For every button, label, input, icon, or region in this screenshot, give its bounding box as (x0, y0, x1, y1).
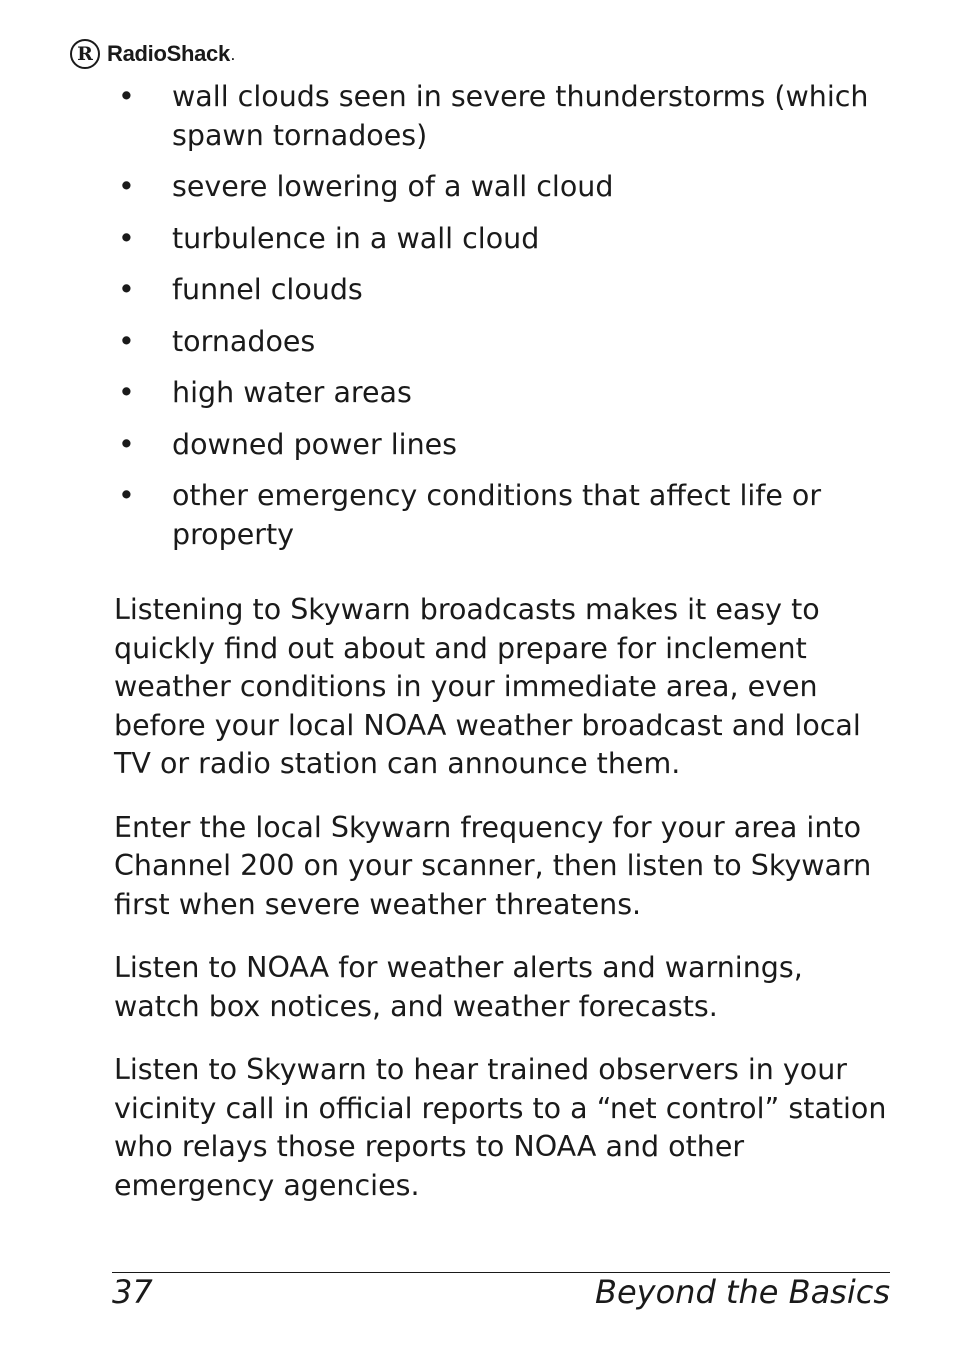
page-footer (112, 1272, 890, 1311)
list-item (114, 477, 894, 554)
bullet-icon: • (118, 427, 135, 461)
paragraph: Enter the local Skywarn frequency for your area into Channel 200 on your scanner, then listen to Skywarn first when severe weather threatens. (114, 810, 872, 921)
list-item (114, 374, 894, 413)
list-item-text: severe lowering of a wall cloud (172, 170, 614, 203)
brand-suffix: . (230, 52, 235, 63)
bullet-list (114, 78, 894, 554)
paragraph: Listening to Skywarn broadcasts makes it easy to quickly find out about and prepare for inclement weather conditions in your immediate area, even before your local NOAA weather broadcast and local TV or radio station can announce them. (114, 593, 861, 780)
list-item (114, 323, 894, 362)
bullet-icon: • (118, 376, 135, 409)
list-item (114, 271, 894, 310)
bullet-icon: • (118, 479, 135, 512)
list-item (114, 78, 894, 155)
list-item-text: turbulence in a wall cloud (172, 221, 540, 255)
list-item-text: funnel clouds (172, 273, 363, 306)
registered-mark-icon: R (70, 39, 100, 69)
page-body (114, 78, 894, 1230)
bullet-icon: • (118, 324, 135, 358)
list-item (114, 426, 894, 465)
bullet-icon: • (118, 273, 135, 306)
list-item-text: other emergency conditions that affect life or property (172, 479, 822, 551)
brand-name: RadioShack (107, 41, 230, 66)
list-item-text: downed power lines (172, 427, 458, 461)
bullet-icon: • (118, 221, 135, 255)
paragraph: Listen to Skywarn to hear trained observers in your vicinity call in official reports to a “net control” station who relays those reports to NOAA and other emergency agencies. (114, 1053, 887, 1202)
list-item-text: high water areas (172, 376, 412, 409)
page-number: 37 (112, 1273, 153, 1311)
section-title: Beyond the Basics (595, 1273, 890, 1311)
list-item-text: tornadoes (172, 324, 316, 358)
bullet-icon: • (118, 80, 135, 113)
list-item (114, 168, 894, 207)
brand-logo (70, 36, 235, 72)
paragraph: Listen to NOAA for weather alerts and warnings, watch box notices, and weather forecasts. (114, 951, 803, 1023)
list-item (114, 220, 894, 259)
bullet-icon: • (118, 170, 135, 203)
list-item-text: wall clouds seen in severe thunderstorms (which spawn tornadoes) (172, 80, 869, 152)
